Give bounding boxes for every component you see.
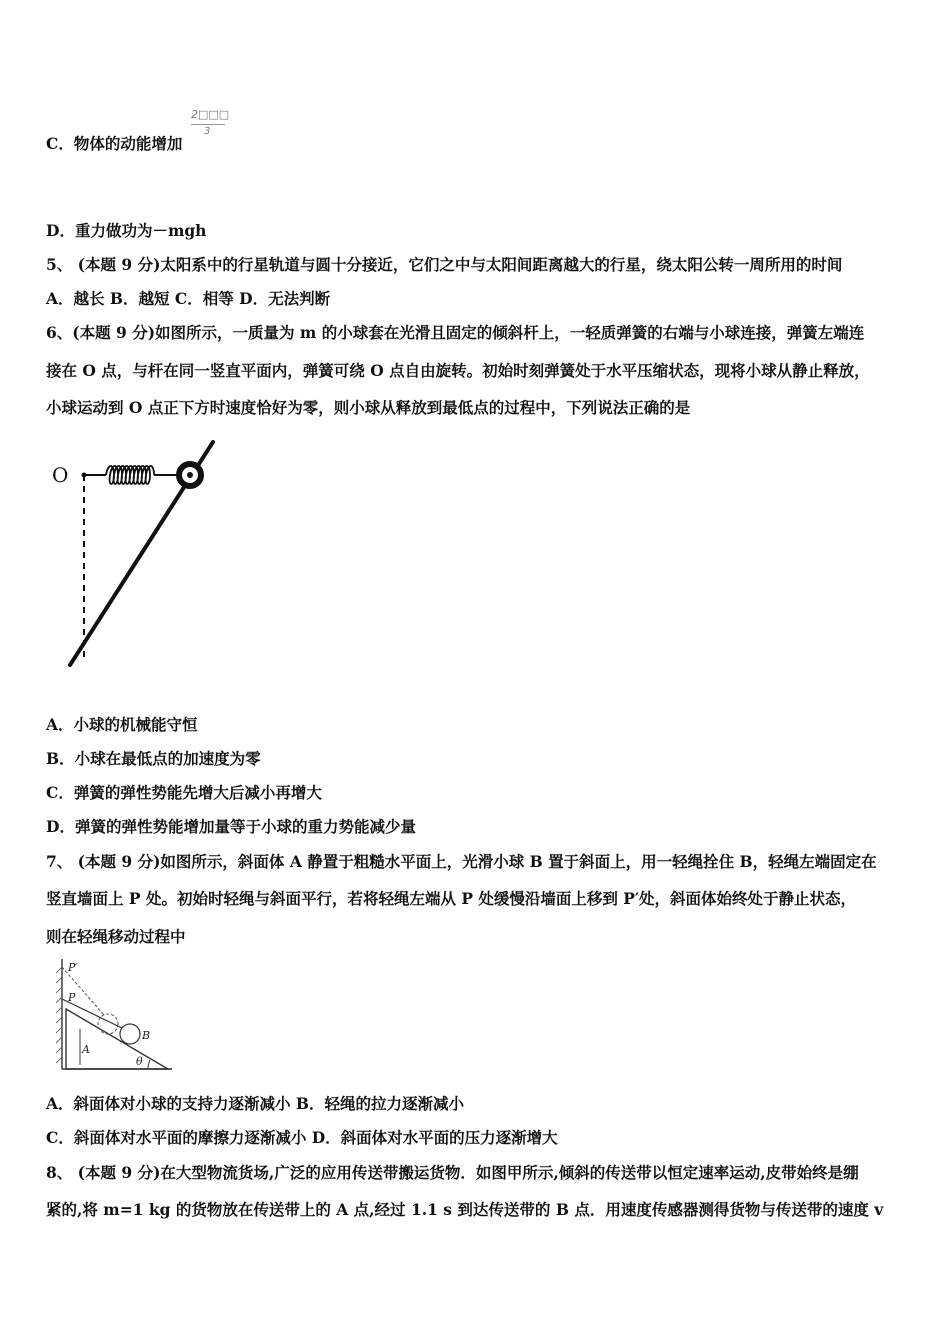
q7-ball-b xyxy=(120,1024,140,1044)
q7-options-line-2: C．斜面体对水平面的摩擦力逐渐减小 D．斜面体对水平面的压力逐渐增大 xyxy=(46,1128,558,1147)
q5-stem: 5、 (本题 9 分)太阳系中的行星轨道与圆十分接近，它们之中与太阳间距离越大的行星，绕太阳公转一周所用的时间 xyxy=(46,255,843,274)
q6-stem-line-2: 接在 O 点，与杆在同一竖直平面内，弹簧可绕 O 点自由旋转。初始时刻弹簧处于水平压缩状态，现将小球从静止释放， xyxy=(46,361,870,380)
q7-label-a: A xyxy=(82,1043,90,1056)
q6-option-a: A．小球的机械能守恒 xyxy=(46,715,198,734)
q5-options: A．越长 B．越短 C．相等 D．无法判断 xyxy=(46,289,331,308)
q6-stem-line-1: 6、(本题 9 分)如图所示，一质量为 m 的小球套在光滑且固定的倾斜杆上，一轻质弹簧的右端与小球连接，弹簧左端连 xyxy=(46,323,865,342)
q7-stem-line-1: 7、 (本题 9 分)如图所示，斜面体 A 静置于粗糙水平面上，光滑小球 B 置于斜面上，用一轻绳拴住 B，轻绳左端固定在 xyxy=(46,852,877,871)
q6-stem-line-3: 小球运动到 O 点正下方时速度恰好为零，则小球从释放到最低点的过程中，下列说法正确的是 xyxy=(46,398,691,417)
q7-wall-hatching xyxy=(56,967,62,1063)
q6-spring-coil xyxy=(106,466,154,484)
q6-option-d: D．弹簧的弹性势能增加量等于小球的重力势能减少量 xyxy=(46,817,416,836)
q7-stem-line-3: 则在轻绳移动过程中 xyxy=(46,927,186,946)
q6-point-o-label: O xyxy=(52,463,69,487)
q6-figure-spring-rod xyxy=(46,435,226,675)
q6-option-c: C．弹簧的弹性势能先增大后减小再增大 xyxy=(46,783,322,802)
q8-stem-line-1: 8、 (本题 9 分)在大型物流货场,广泛的应用传送带搬运货物．如图甲所示,倾斜的传送带以恒定速率运动,皮带始终是绷 xyxy=(46,1163,859,1182)
q4-option-c: C．物体的动能增加 xyxy=(46,134,183,153)
q7-figure-incline xyxy=(50,955,180,1075)
q4-fraction-bar xyxy=(191,124,225,125)
q7-wedge-a xyxy=(66,1009,168,1069)
q7-stem-line-2: 竖直墙面上 P 处。初始时轻绳与斜面平行，若将轻绳左端从 P 处缓慢沿墙面上移到 P′处，斜面体始终处于静止状态， xyxy=(46,889,857,908)
q7-label-b: B xyxy=(142,1029,151,1042)
q4-fraction-numerator: 2□□□ xyxy=(191,108,230,121)
q6-option-b: B．小球在最低点的加速度为零 xyxy=(46,749,261,768)
q7-options-line-1: A．斜面体对小球的支持力逐渐减小 B．轻绳的拉力逐渐减小 xyxy=(46,1094,465,1113)
q6-ball-center xyxy=(187,472,193,478)
q7-angle-arc xyxy=(148,1060,150,1069)
q4-fraction-denominator: 3 xyxy=(204,126,211,137)
q7-label-p: P xyxy=(68,991,76,1004)
q7-label-theta: θ xyxy=(136,1055,143,1068)
q8-stem-line-2: 紧的,将 m=1 kg 的货物放在传送带上的 A 点,经过 1.1 s 到达传送带的 B 点．用速度传感器测得货物与传送带的速度 v xyxy=(46,1200,884,1219)
q7-label-p-prime: P′ xyxy=(68,961,78,974)
q4-option-d: D．重力做功为－mgh xyxy=(46,221,207,240)
